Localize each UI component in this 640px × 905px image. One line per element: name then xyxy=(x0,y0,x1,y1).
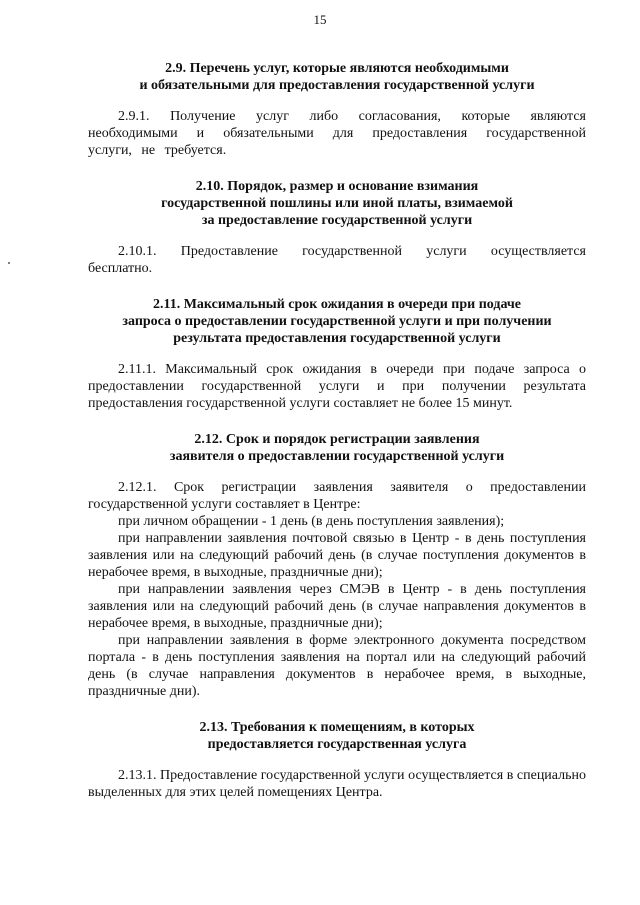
section-2-12 xyxy=(88,431,586,700)
heading-line: и обязательными для предоставления государственной услуги xyxy=(139,78,535,93)
heading-line: 2.10. Порядок, размер и основание взимания xyxy=(195,179,479,194)
paragraph: 2.9.1. Получение услуг либо согласования, которые являются необходимыми и обязательными для предоставления государственной услуги, не требуется. xyxy=(88,109,586,158)
heading-line: за предоставление государственной услуги xyxy=(201,213,473,228)
section-2-9 xyxy=(88,60,586,159)
paragraph: 2.13.1. Предоставление государственной услуги осуществляется в специально выделенных для этих целей помещениях Центра. xyxy=(88,768,586,800)
section-heading xyxy=(88,719,586,753)
section-2-11 xyxy=(88,296,586,412)
paragraph: 2.10.1. Предоставление государственной услуги осуществляется бесплатно. xyxy=(88,244,586,276)
paragraph: при направлении заявления почтовой связью в Центр - в день поступления заявления или на следующий рабочий день (в случае поступления документов в нерабочее время, в выходные, праздничные дни); xyxy=(88,531,586,580)
heading-line: 2.11. Максимальный срок ожидания в очереди при подаче xyxy=(152,297,522,312)
heading-line: предоставляется государственная услуга xyxy=(207,737,467,752)
paragraph: при личном обращении - 1 день (в день поступления заявления); xyxy=(118,514,505,529)
section-heading xyxy=(88,178,586,229)
paragraph: 2.11.1. Максимальный срок ожидания в очереди при подаче запроса о предоставлении государственной услуги и при получении результата предоставления государственной услуги составляет не более 15 минут. xyxy=(88,362,586,411)
section-2-13 xyxy=(88,719,586,801)
heading-line: 2.9. Перечень услуг, которые являются необходимыми xyxy=(165,61,509,76)
page-number: 15 xyxy=(313,12,327,27)
section-heading xyxy=(88,60,586,94)
heading-line: 2.13. Требования к помещениям, в которых xyxy=(199,720,475,735)
section-2-10 xyxy=(88,178,586,277)
scan-speck xyxy=(8,262,10,264)
section-heading xyxy=(88,431,586,465)
heading-line: результата предоставления государственной услуги xyxy=(173,331,501,346)
paragraph: 2.12.1. Срок регистрации заявления заявителя о предоставлении государственной услуги составляет в Центре: xyxy=(88,480,586,512)
heading-line: государственной пошлины или иной платы, взимаемой xyxy=(161,196,513,211)
heading-line: 2.12. Срок и порядок регистрации заявления xyxy=(194,432,480,447)
document-body xyxy=(88,60,586,820)
section-heading xyxy=(88,296,586,347)
paragraph: при направлении заявления через СМЭВ в Центр - в день поступления заявления или на следующий рабочий день (в случае направления документов в нерабочее время, в выходные, праздничные дни); xyxy=(88,582,586,631)
paragraph: при направлении заявления в форме электронного документа посредством портала - в день поступления заявления на портал или на следующий рабочий день (в случае направления документов в нерабочее время, в выходные, праздничные дни). xyxy=(88,633,586,699)
heading-line: запроса о предоставлении государственной услуги и при получении xyxy=(122,314,552,329)
heading-line: заявителя о предоставлении государственной услуги xyxy=(169,449,505,464)
